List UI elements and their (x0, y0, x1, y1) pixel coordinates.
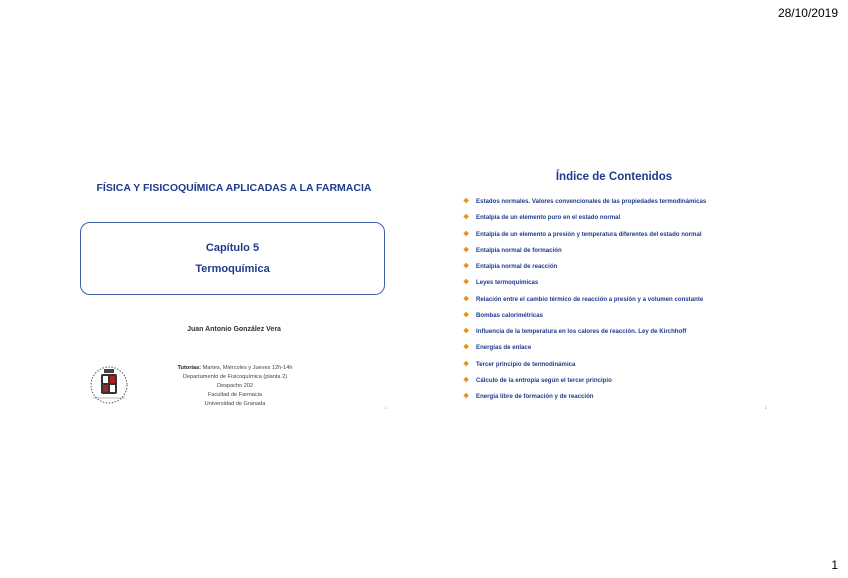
diamond-bullet-icon: ❖ (463, 376, 470, 384)
diamond-bullet-icon: ❖ (463, 214, 470, 222)
diamond-bullet-icon: ❖ (463, 328, 470, 335)
diamond-bullet-icon: ❖ (463, 344, 470, 352)
list-item: ❖ Relación entre el cambio térmico de reacción a presión y a volumen constante (463, 295, 704, 303)
list-item: ❖ Entalpía normal de formación (463, 246, 562, 254)
diamond-bullet-icon: ❖ (463, 279, 470, 287)
tutor-line: Tutorías: Martes, Miércoles y Jueves 12h-14h (177, 365, 293, 371)
list-item: ❖ Estados normales. Valores convencionales de las propiedades termodinámicas (463, 198, 707, 205)
diamond-bullet-icon: ❖ (463, 198, 470, 205)
print-date: 28/10/2019 (777, 6, 838, 20)
chapter-name: Termoquímica (195, 263, 270, 275)
department-line: Departamento de Fisicoquímica (planta 2) (182, 374, 288, 380)
diamond-bullet-icon: ❖ (463, 295, 470, 303)
slide-number: 1 (384, 405, 387, 410)
diamond-bullet-icon: ❖ (463, 311, 470, 319)
chapter-number: Capítulo 5 (205, 242, 260, 254)
toc-list (463, 198, 769, 409)
list-item: ❖ Influencia de la temperatura en los calores de reacción. Ley de Kirchhoff (463, 328, 687, 335)
author-name: Juan Antonio González Vera (187, 326, 281, 333)
contact-info (145, 364, 325, 409)
diamond-bullet-icon: ❖ (463, 393, 470, 400)
list-item: ❖ Entalpía de un elemento puro en el estado normal (463, 214, 621, 222)
course-title: FÍSICA Y FISICOQUÍMICA APLICADAS A LA FARMACIA (96, 182, 372, 194)
list-item: ❖ Tercer principio de termodinámica (463, 360, 576, 368)
university-line: Universidad de Granada (204, 401, 266, 407)
list-item: ❖ Leyes termoquímicas (463, 279, 539, 287)
slide-number: 2 (764, 405, 767, 410)
university-crest-icon (89, 364, 129, 406)
diamond-bullet-icon: ❖ (463, 360, 470, 368)
list-item: ❖ Energías de enlace (463, 344, 532, 352)
list-item: ❖ Entalpía normal de reacción (463, 263, 558, 270)
index-title: Índice de Contenidos (555, 171, 673, 183)
diamond-bullet-icon: ❖ (463, 246, 470, 254)
faculty-line: Facultad de Farmacia (207, 392, 263, 398)
diamond-bullet-icon: ❖ (463, 230, 470, 238)
list-item: ❖ Entalpía de un elemento a presión y temperatura diferentes del estado normal (463, 230, 702, 238)
diamond-bullet-icon: ❖ (463, 263, 470, 270)
list-item: ❖ Cálculo de la entropía según el tercer principio (463, 376, 612, 384)
slide-cover (75, 160, 393, 412)
page-number: 1 (831, 558, 838, 572)
list-item: ❖ Energía libre de formación y de reacción (463, 393, 594, 400)
slide-index (455, 160, 773, 412)
chapter-box (80, 222, 385, 295)
office-line: Despacho 202 (216, 383, 254, 389)
list-item: ❖ Bombas calorimétricas (463, 311, 544, 319)
